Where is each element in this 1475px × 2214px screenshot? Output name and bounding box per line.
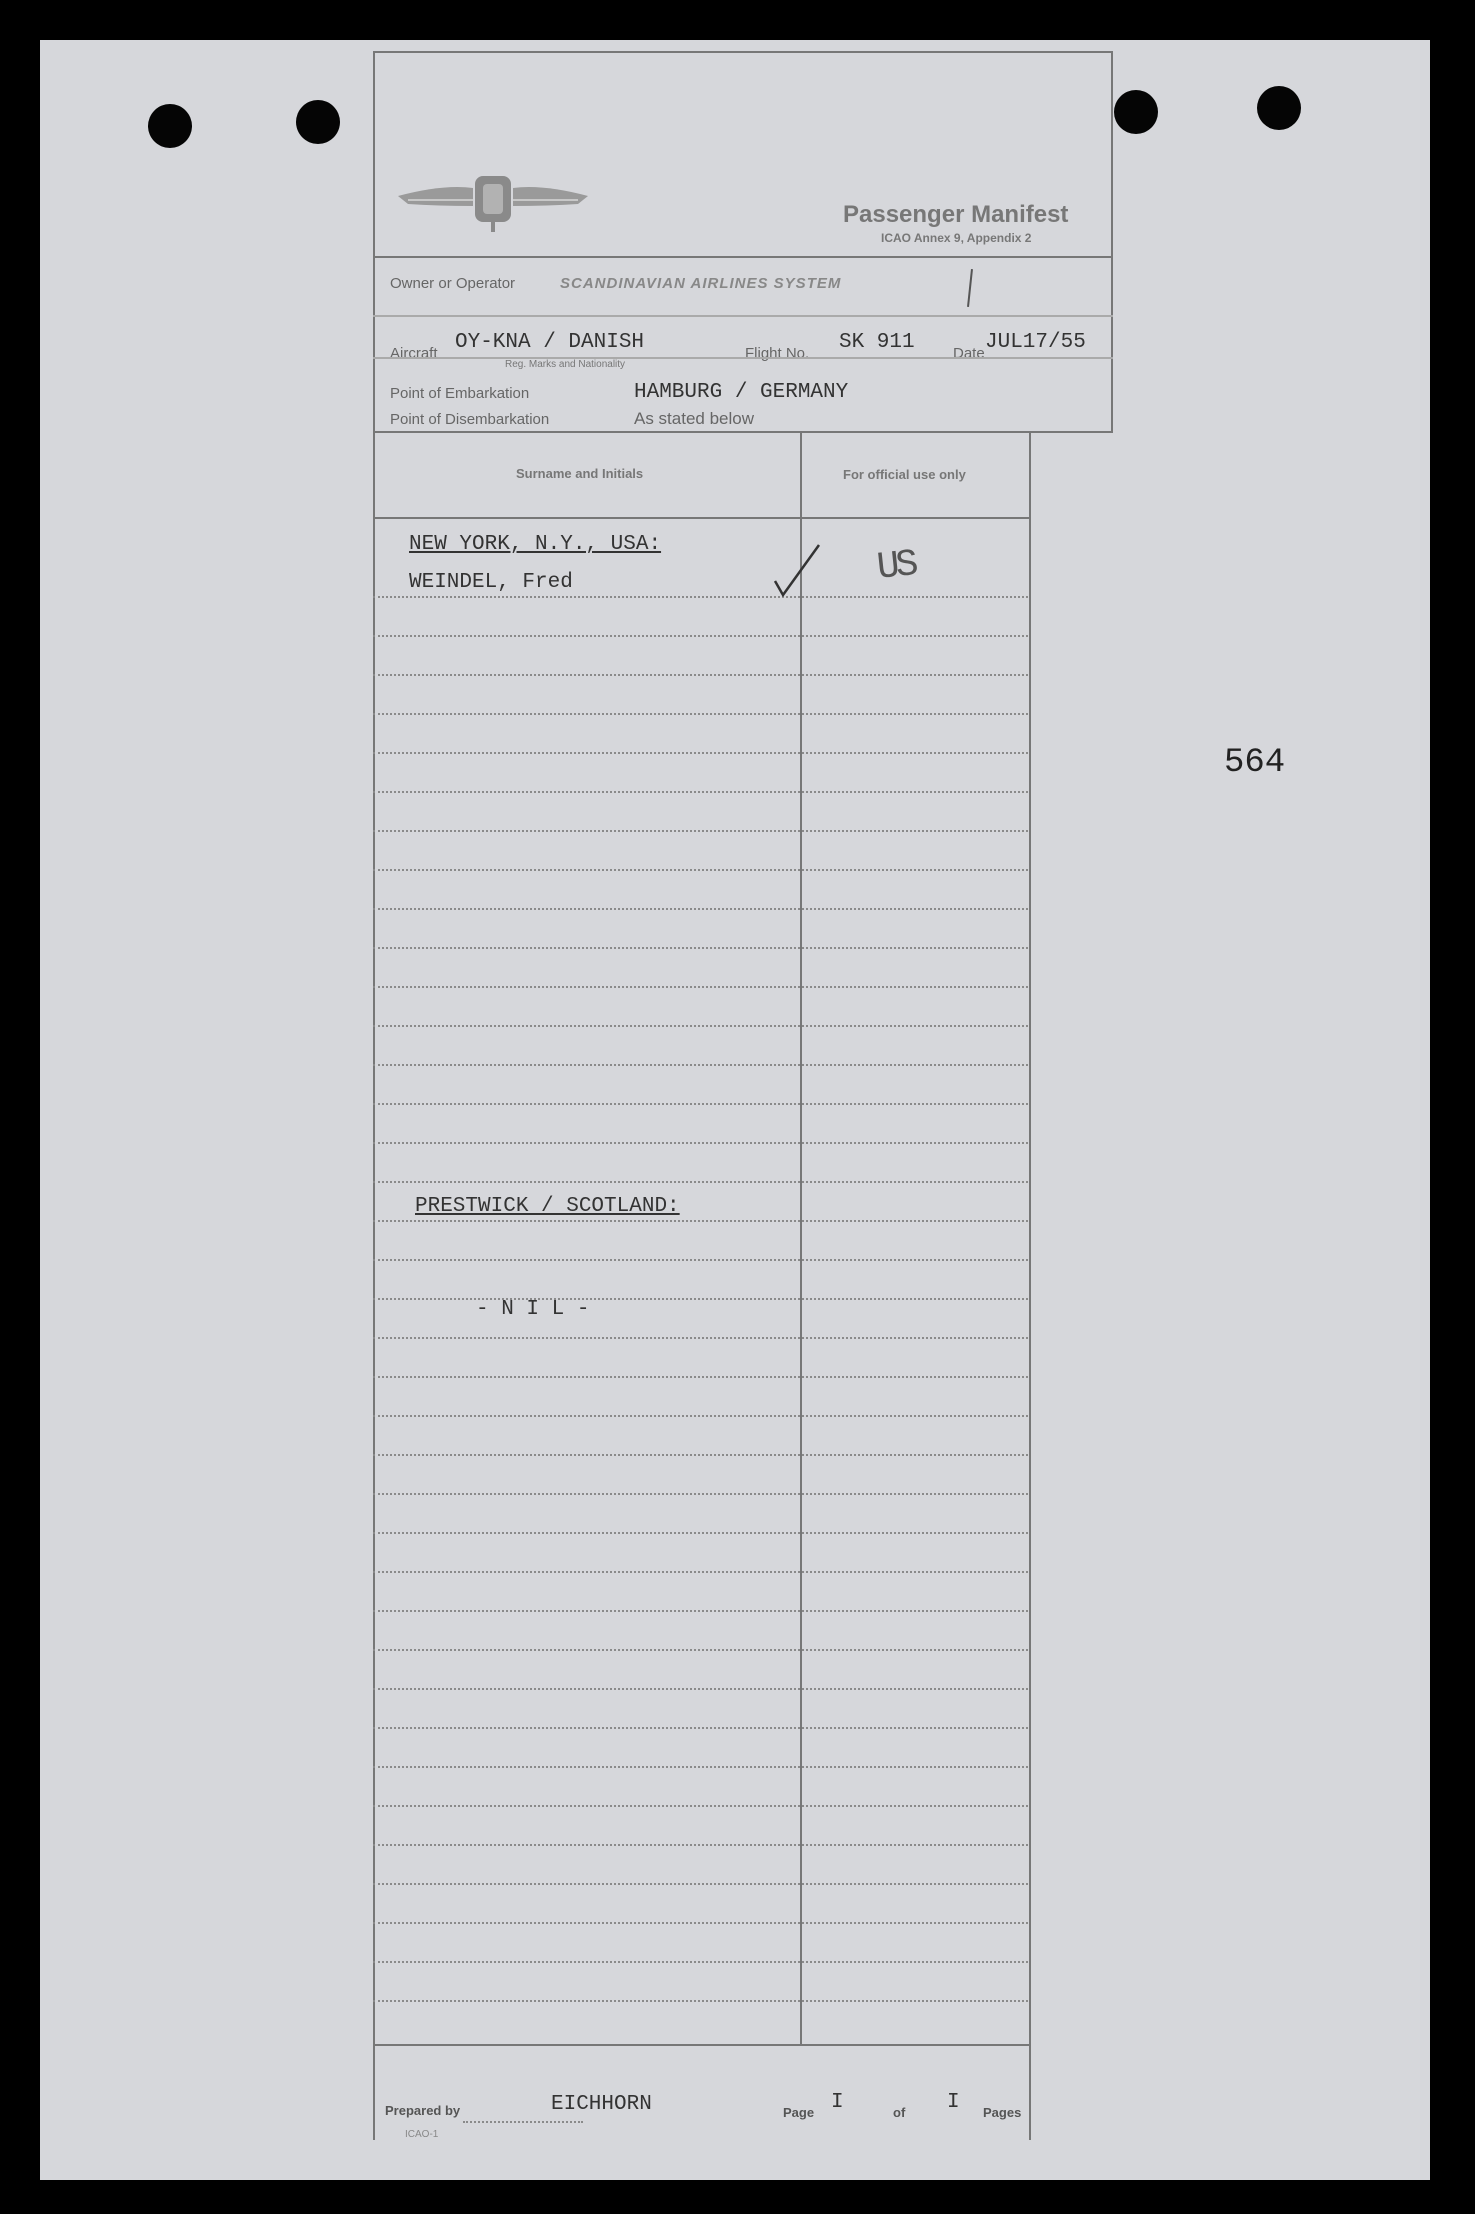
date-value: JUL17/55: [985, 331, 1086, 354]
disembarkation-label: Point of Disembarkation: [390, 411, 550, 428]
aircraft-sub-label: Reg. Marks and Nationality: [505, 359, 626, 370]
punch-hole: [296, 100, 340, 144]
form-subtitle: ICAO Annex 9, Appendix 2: [881, 231, 1032, 245]
punch-hole: [1114, 90, 1158, 134]
total-pages: I: [947, 2091, 960, 2114]
destination-heading: PRESTWICK / SCOTLAND:: [415, 1195, 680, 1218]
form-number: ICAO-1: [405, 2129, 439, 2140]
official-use-mark: US: [874, 543, 917, 590]
owner-value: SCANDINAVIAN AIRLINES SYSTEM: [560, 275, 842, 292]
of-label: of: [893, 2105, 906, 2120]
manifest-form: [373, 51, 1113, 2140]
pages-label: Pages: [983, 2105, 1022, 2120]
nil-entry: - N I L -: [476, 1298, 590, 1321]
stamp-number: 564: [1224, 744, 1286, 782]
prepared-by-label: Prepared by: [385, 2103, 461, 2118]
passenger-name: WEINDEL, Fred: [409, 571, 573, 594]
punch-hole: [148, 104, 192, 148]
flight-label: Flight No.: [745, 345, 810, 362]
aircraft-value: OY-KNA / DANISH: [455, 331, 645, 354]
prepared-by-value: EICHHORN: [551, 2093, 652, 2116]
aircraft-label: Aircraft: [390, 345, 438, 362]
airline-wings-logo: [393, 166, 593, 236]
embarkation-label: Point of Embarkation: [390, 385, 530, 402]
embarkation-value: HAMBURG / GERMANY: [634, 381, 849, 404]
punch-hole: [1257, 86, 1301, 130]
col-header-surname: Surname and Initials: [516, 466, 644, 481]
col-header-official: For official use only: [843, 467, 966, 482]
date-label: Date: [953, 345, 985, 362]
owner-label: Owner or Operator: [390, 275, 516, 292]
destination-heading: NEW YORK, N.Y., USA:: [409, 533, 662, 556]
checkmark-icon: [771, 541, 823, 597]
flight-value: SK 911: [839, 331, 915, 354]
page-number: I: [831, 2091, 844, 2114]
disembarkation-value: As stated below: [634, 409, 755, 428]
form-title: Passenger Manifest: [843, 201, 1069, 228]
page-label: Page: [783, 2105, 815, 2120]
